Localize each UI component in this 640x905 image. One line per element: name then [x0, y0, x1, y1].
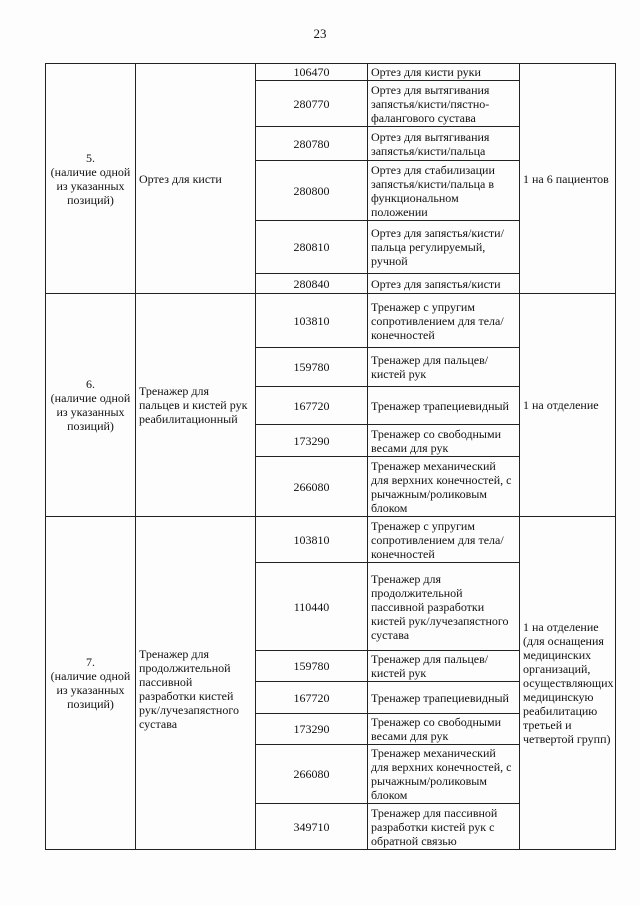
item-name-cell: Ортез для вытягивания запястья/кисти/пястно-фалангового сустава: [368, 81, 520, 127]
page-number: 23: [313, 26, 327, 41]
equipment-table: [45, 63, 616, 850]
item-name-cell: Тренажер со свободными весами для рук: [368, 714, 520, 745]
group-quantity-cell: 1 на отделение (для оснащения медицинских организаций, осуществляющих медицинскую реабилитацию третьей и четвертой групп): [520, 517, 616, 850]
item-name-cell: Тренажер для пассивной разработки кистей рук с обратной связью: [368, 804, 520, 850]
table-row: [46, 517, 616, 563]
item-code-cell: 167720: [256, 387, 368, 425]
item-name-cell: Ортез для кисти руки: [368, 64, 520, 81]
item-name-cell: Тренажер с упругим сопротивлением для тела/конечностей: [368, 294, 520, 348]
item-name-cell: Тренажер трапециевидный: [368, 682, 520, 714]
item-code-cell: 173290: [256, 714, 368, 745]
item-name-cell: Тренажер трапециевидный: [368, 387, 520, 425]
group-number-cell: 6. (наличие одной из указанных позиций): [46, 294, 136, 517]
item-name-cell: Тренажер механический для верхних конечностей, с рычажным/роликовым блоком: [368, 457, 520, 517]
item-name-cell: Тренажер со свободными весами для рук: [368, 425, 520, 457]
table-row: [46, 294, 616, 348]
item-name-cell: Тренажер для продолжительной пассивной разработки кистей рук/лучезапястного сустава: [368, 563, 520, 651]
group-name-cell: Тренажер для пальцев и кистей рук реабилитационный: [136, 294, 256, 517]
item-code-cell: 280800: [256, 161, 368, 221]
group-name-cell: Ортез для кисти: [136, 64, 256, 294]
item-code-cell: 266080: [256, 457, 368, 517]
item-name-cell: Тренажер для пальцев/кистей рук: [368, 651, 520, 682]
group-number-cell: 5. (наличие одной из указанных позиций): [46, 64, 136, 294]
item-code-cell: 266080: [256, 745, 368, 804]
item-code-cell: 173290: [256, 425, 368, 457]
item-code-cell: 349710: [256, 804, 368, 850]
group-name-cell: Тренажер для продолжительной пассивной разработки кистей рук/лучезапястного сустава: [136, 517, 256, 850]
group-quantity-cell: 1 на 6 пациентов: [520, 64, 616, 294]
item-code-cell: 103810: [256, 294, 368, 348]
item-code-cell: 167720: [256, 682, 368, 714]
item-name-cell: Тренажер для пальцев/кистей рук: [368, 348, 520, 387]
item-name-cell: Ортез для вытягивания запястья/кисти/пальца: [368, 127, 520, 161]
item-code-cell: 159780: [256, 651, 368, 682]
item-name-cell: Тренажер механический для верхних конечностей, с рычажным/роликовым блоком: [368, 745, 520, 804]
item-name-cell: Ортез для запястья/кисти: [368, 274, 520, 294]
item-code-cell: 280780: [256, 127, 368, 161]
item-name-cell: Ортез для запястья/кисти/пальца регулируемый, ручной: [368, 221, 520, 274]
item-code-cell: 103810: [256, 517, 368, 563]
item-code-cell: 280770: [256, 81, 368, 127]
item-name-cell: Ортез для стабилизации запястья/кисти/пальца в функциональном положении: [368, 161, 520, 221]
group-number-cell: 7. (наличие одной из указанных позиций): [46, 517, 136, 850]
table-row: [46, 64, 616, 81]
item-code-cell: 110440: [256, 563, 368, 651]
item-code-cell: 159780: [256, 348, 368, 387]
group-quantity-cell: 1 на отделение: [520, 294, 616, 517]
item-name-cell: Тренажер с упругим сопротивлением для тела/конечностей: [368, 517, 520, 563]
item-code-cell: 106470: [256, 64, 368, 81]
item-code-cell: 280810: [256, 221, 368, 274]
item-code-cell: 280840: [256, 274, 368, 294]
